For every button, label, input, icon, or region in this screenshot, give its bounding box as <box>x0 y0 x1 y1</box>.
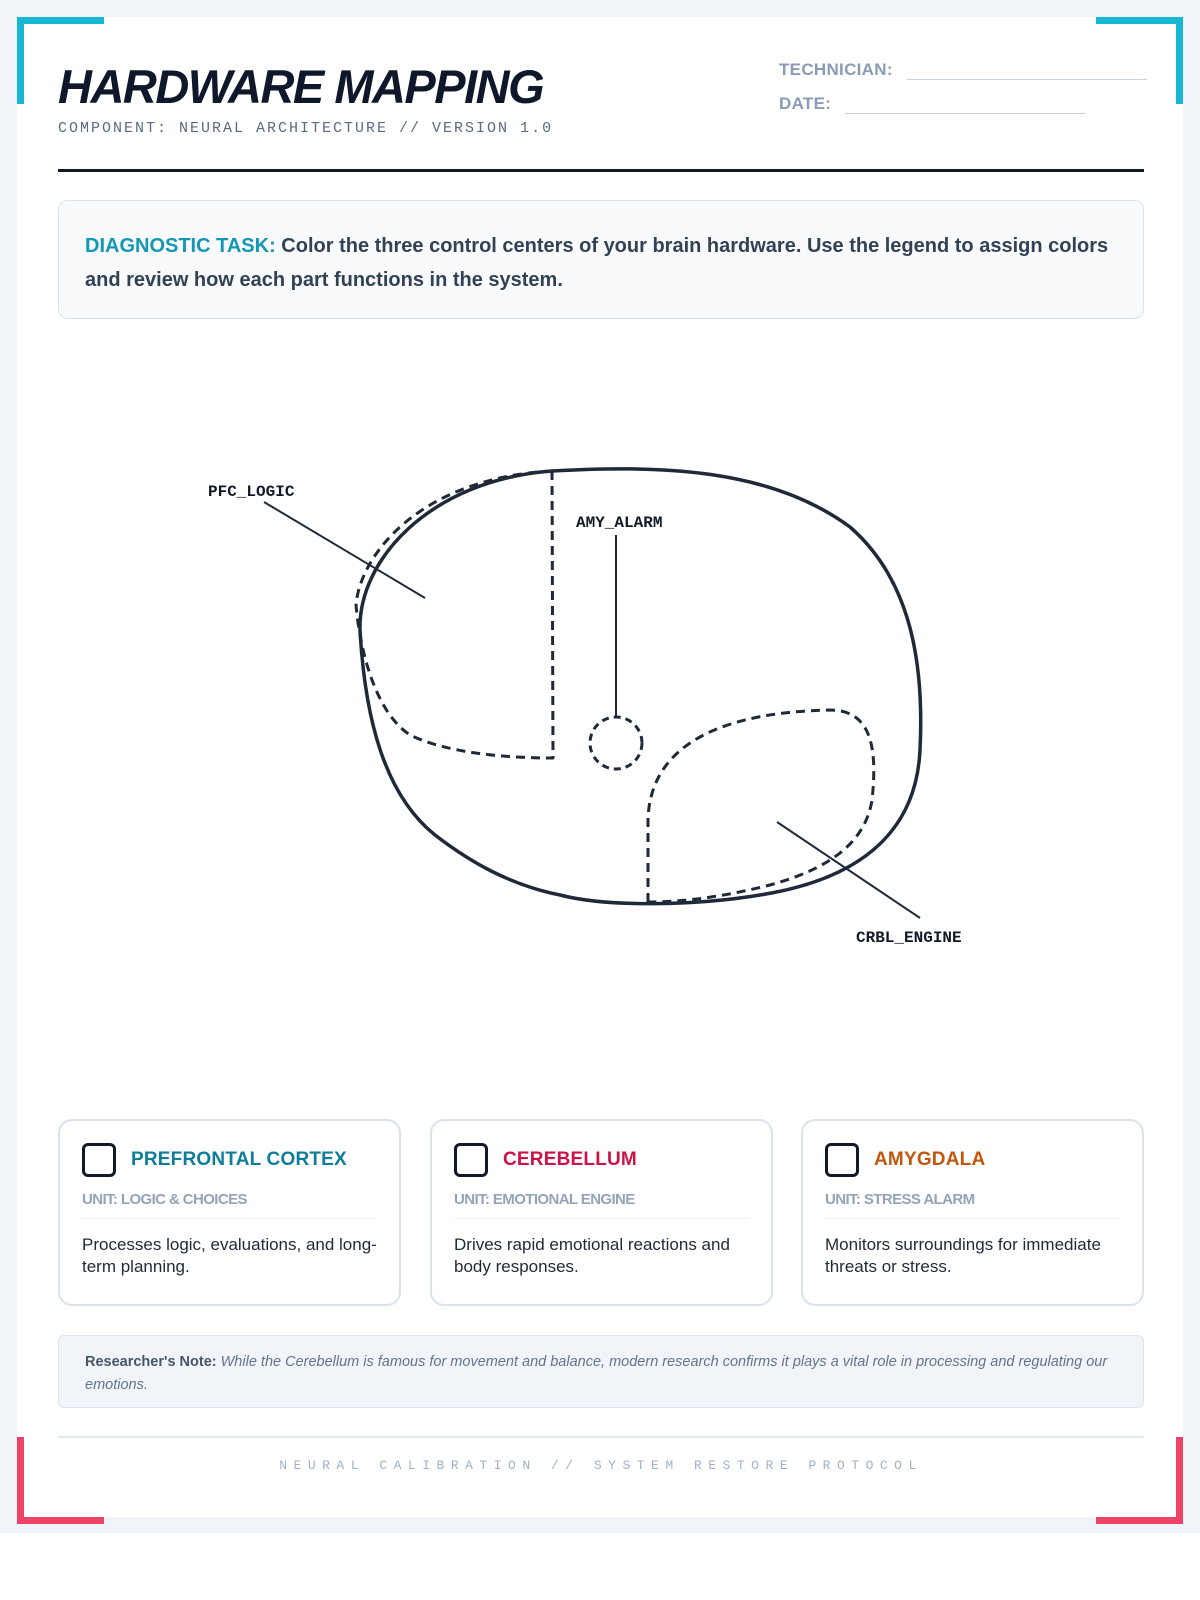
pfc-leader-line <box>264 502 425 598</box>
legend-card-amygdala <box>801 1119 1144 1306</box>
task-label: DIAGNOSTIC TASK: <box>85 235 276 257</box>
corner-bracket-bottom-right <box>1096 1437 1183 1524</box>
crbl-leader-line <box>777 822 920 918</box>
legend-description: Monitors surroundings for immediate threats or stress. <box>825 1235 1101 1276</box>
amy-label: AMY_ALARM <box>576 514 663 532</box>
legend-description: Processes logic, evaluations, and long-term planning. <box>82 1235 377 1276</box>
legend-description: Drives rapid emotional reactions and body responses. <box>454 1235 730 1276</box>
corner-bracket-bottom-left <box>17 1437 104 1524</box>
legend-card-prefrontal <box>58 1119 401 1306</box>
task-text: Color the three control centers of your brain hardware. Use the legend to assign colors and review how each part functions in the system. <box>85 235 1109 291</box>
researcher-note <box>58 1335 1144 1408</box>
amy-region[interactable] <box>590 717 642 769</box>
footer-divider <box>58 1436 1144 1438</box>
color-checkbox[interactable] <box>454 1143 488 1177</box>
note-text: While the Cerebellum is famous for movement and balance, modern research confirms it plays a vital role in processing and regulating our emotions. <box>85 1354 1108 1393</box>
page-subtitle: COMPONENT: NEURAL ARCHITECTURE // VERSION 1.0 <box>58 120 554 137</box>
legend-unit: UNIT: EMOTIONAL ENGINE <box>454 1191 749 1219</box>
legend-title: PREFRONTAL CORTEX <box>131 1149 347 1170</box>
brain-outline <box>360 469 921 904</box>
pfc-region[interactable] <box>356 471 553 758</box>
page-title: HARDWARE MAPPING <box>58 60 544 113</box>
date-label: DATE: <box>779 94 832 113</box>
legend-card-cerebellum <box>430 1119 773 1306</box>
legend-title: AMYGDALA <box>874 1149 986 1170</box>
pfc-label: PFC_LOGIC <box>208 483 295 501</box>
color-checkbox[interactable] <box>825 1143 859 1177</box>
legend-title: CEREBELLUM <box>503 1149 637 1170</box>
technician-label: TECHNICIAN: <box>779 60 893 79</box>
crbl-label: CRBL_ENGINE <box>856 929 962 947</box>
note-label: Researcher's Note: <box>85 1354 217 1370</box>
legend-unit: UNIT: LOGIC & CHOICES <box>82 1191 377 1219</box>
color-checkbox[interactable] <box>82 1143 116 1177</box>
footer-text: NEURAL CALIBRATION // SYSTEM RESTORE PROTOCOL <box>279 1458 923 1473</box>
legend-unit: UNIT: STRESS ALARM <box>825 1191 1120 1219</box>
